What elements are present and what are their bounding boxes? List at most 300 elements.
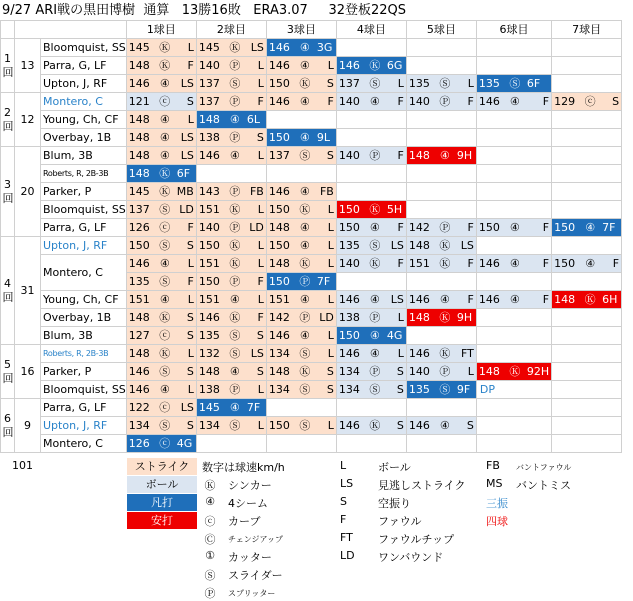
pitch-cell: [266, 57, 336, 75]
pitch-cell: [196, 273, 266, 291]
pitch-speed: 148: [198, 365, 220, 378]
batter-name: Montero, C: [41, 93, 127, 111]
pitch: [267, 346, 336, 361]
pitch-result: L: [327, 419, 334, 432]
pitch-type-icon: Ⓚ: [159, 167, 171, 180]
pitch-name: 4シーム: [228, 497, 268, 510]
pitch-cell: [406, 381, 476, 399]
pitch: [337, 328, 406, 343]
pitch-speed: 146: [338, 59, 360, 72]
pitch-type-icon: Ⓢ: [439, 77, 451, 90]
pitch-result: L: [257, 77, 264, 90]
pitch-speed: 148: [268, 257, 290, 270]
pitch-cell: [336, 147, 406, 165]
pitch: [127, 202, 196, 217]
batter-name: Roberts, R, 2B-3B: [41, 345, 127, 363]
pitch-speed: 142: [268, 311, 290, 324]
pitch-speed: 146: [338, 293, 360, 306]
pitch-result: L: [327, 59, 334, 72]
pitch-result: L: [397, 347, 404, 360]
empty-cell: [406, 57, 476, 75]
pitch: [267, 274, 336, 289]
pitch-type-icon: ④: [159, 131, 170, 144]
table-row: [1, 129, 622, 147]
pitch-cell: [196, 363, 266, 381]
pitch-result: F: [542, 257, 550, 270]
empty-cell: [476, 129, 551, 147]
legend-speed-note: 数字は球速km/h: [202, 461, 285, 474]
empty-cell: [476, 327, 551, 345]
pitch: [197, 94, 266, 109]
pitch-speed: 140: [338, 257, 360, 270]
pitch-cell: [406, 147, 476, 165]
pitch: [407, 148, 476, 163]
pitch-result: MB: [176, 185, 194, 198]
empty-cell: [406, 111, 476, 129]
result-name: 見逃しストライク: [378, 479, 466, 492]
pitch-speed: 145: [128, 41, 150, 54]
empty-cell: [266, 165, 336, 183]
pitch-type-icon: ④: [299, 59, 310, 72]
pitch-cell: [266, 291, 336, 309]
pitch-speed: 150: [338, 329, 360, 342]
pitch-speed: 146: [408, 347, 430, 360]
pitch: [127, 238, 196, 253]
pitch-result: LS: [180, 401, 194, 414]
pitch-result: 9H: [456, 311, 473, 324]
empty-cell: [552, 399, 622, 417]
empty-cell: [476, 39, 551, 57]
pitch-speed: 148: [408, 239, 430, 252]
empty-cell: [552, 39, 622, 57]
pitch-type-icon: Ⓟ: [369, 149, 381, 162]
pitch-result: LD: [319, 311, 334, 324]
inning-pitch-count: 13: [15, 39, 41, 93]
pitch-speed: 151: [268, 293, 290, 306]
pitch-type-icon: ④: [159, 383, 170, 396]
pitch: [477, 364, 551, 379]
pitch-type-icon: ④: [585, 221, 596, 234]
pitch: [197, 202, 266, 217]
pitch: [197, 346, 266, 361]
pitch-speed: 148: [198, 113, 220, 126]
pitch-speed: 135: [408, 77, 430, 90]
pitch-speed: 137: [198, 77, 220, 90]
pitch-result: F: [467, 95, 474, 108]
result-name: 空振り: [378, 497, 411, 510]
header-pitch-2: 2球目: [196, 21, 266, 39]
pitch-result: S: [326, 77, 334, 90]
pitch-speed: 151: [198, 203, 220, 216]
pitch-speed: 148: [478, 365, 500, 378]
pitch: [267, 328, 336, 343]
pitch-result: L: [257, 257, 264, 270]
pitch-result: L: [327, 239, 334, 252]
pitch-cell: [196, 255, 266, 273]
pitch: [407, 220, 476, 235]
pitch-cell: [126, 111, 196, 129]
empty-cell: [476, 57, 551, 75]
pitch-type-icon: ④: [509, 221, 520, 234]
empty-cell: [476, 435, 551, 453]
batter-name: Roberts, R, 2B-3B: [41, 165, 127, 183]
pitch-type-icon: Ⓚ: [439, 347, 451, 360]
header-pitch-3: 3球目: [266, 21, 336, 39]
pitch-type-icon: Ⓢ: [299, 419, 311, 432]
pitch-type-icon: Ⓢ: [369, 239, 381, 252]
pitch-speed: 146: [478, 257, 500, 270]
pitch: [337, 382, 406, 397]
pitch-cell: [406, 219, 476, 237]
pitch-result: S: [612, 95, 620, 108]
pitch-result: 7F: [602, 221, 616, 234]
pitch-cell: [336, 309, 406, 327]
pitch-type-icon: Ⓚ: [369, 419, 381, 432]
pitch-type-icon: Ⓚ: [229, 41, 241, 54]
empty-cell: [552, 129, 622, 147]
pitch-type-icon: Ⓢ: [229, 77, 241, 90]
batter-name: Montero, C: [41, 255, 127, 291]
pitch-result: L: [467, 365, 474, 378]
empty-cell: [266, 111, 336, 129]
pitch-cell: [266, 309, 336, 327]
pitch-speed: 150: [128, 239, 150, 252]
pitch-result: LS: [180, 131, 194, 144]
pitch-speed: 150: [268, 239, 290, 252]
pitch: [407, 94, 476, 109]
play-note-text: DP: [479, 383, 495, 396]
table-row: [1, 309, 622, 327]
pitch-speed: 137: [268, 149, 290, 162]
result-code: L: [340, 459, 347, 472]
pitch-type-icon: ④: [159, 77, 170, 90]
table-row: [1, 75, 622, 93]
pitch-result: L: [327, 221, 334, 234]
pitch-type-icon: Ⓟ: [229, 185, 241, 198]
pitch: [197, 76, 266, 91]
pitch: [267, 40, 336, 55]
pitch-speed: 135: [338, 239, 360, 252]
pitch: [127, 184, 196, 199]
pitch-cell: [406, 363, 476, 381]
pitch-speed: 151: [198, 293, 220, 306]
pitch-result: 6H: [602, 293, 618, 306]
pitch: [337, 202, 406, 217]
pitch-result: LS: [390, 293, 404, 306]
pitch-type-icon: ④: [299, 329, 310, 342]
empty-cell: [552, 237, 622, 255]
pitch-cell: [266, 255, 336, 273]
pitch: [407, 76, 476, 91]
empty-cell: [266, 435, 336, 453]
pitch: [407, 238, 476, 253]
pitch-speed: 145: [198, 401, 220, 414]
pitch-type-icon: Ⓚ: [159, 347, 171, 360]
pitch-type-icon: Ⓟ: [439, 221, 451, 234]
pitch: [127, 40, 196, 55]
inning-text: 3回: [2, 177, 14, 205]
pitch: [197, 40, 266, 55]
pitch-type-icon: ④: [369, 221, 380, 234]
pitch-result: S: [186, 419, 194, 432]
pitch-speed: 148: [128, 113, 150, 126]
pitch-speed: 148: [408, 311, 430, 324]
pitch-type-icon: ⓒ: [584, 95, 596, 108]
pitch: [267, 418, 336, 433]
pitch-type-icon: ④: [299, 131, 310, 144]
extra-name: 四球: [486, 515, 508, 528]
header-pitch-4: 4球目: [336, 21, 406, 39]
pitch: [552, 292, 621, 307]
empty-cell: [476, 111, 551, 129]
table-row: [1, 219, 622, 237]
pitch-speed: 146: [128, 77, 150, 90]
pitch: [127, 112, 196, 127]
pitch: [407, 418, 476, 433]
pitch: [267, 382, 336, 397]
legend-strike: ストライク: [127, 458, 197, 475]
empty-cell: [476, 273, 551, 291]
pitch-result: L: [257, 419, 264, 432]
table-row: [1, 255, 622, 273]
pitch: [197, 310, 266, 325]
pitch-result: S: [396, 383, 404, 396]
pitch-speed: 146: [478, 95, 500, 108]
total-pitch-count: 101: [12, 459, 33, 472]
pitch-speed: 146: [128, 257, 150, 270]
pitch-type-icon: ④: [369, 329, 380, 342]
pitch-cell: [552, 93, 622, 111]
pitch-type-icon: ④: [159, 257, 170, 270]
legend: [0, 458, 633, 599]
legend-hit: 安打: [127, 512, 197, 529]
batter-name: Overbay, 1B: [41, 309, 127, 327]
pitch: [267, 58, 336, 73]
pitch-speed: 137: [198, 95, 220, 108]
pitch: [267, 94, 336, 109]
result-name: ファウル: [378, 515, 422, 528]
pitch: [407, 256, 476, 271]
legend-out: 凡打: [127, 494, 197, 511]
pitch-type-icon: ④: [585, 257, 596, 270]
pitch-speed: 146: [408, 293, 430, 306]
pitch-type-icon: Ⓟ: [439, 95, 451, 108]
pitch-cell: [336, 219, 406, 237]
batter-name: Bloomquist, SS: [41, 39, 127, 57]
pitch-result: 4G: [386, 329, 403, 342]
pitch-cell: [406, 255, 476, 273]
pitch-name: スライダー: [228, 569, 283, 582]
pitch-type-icon: Ⓚ: [439, 239, 451, 252]
pitch: [127, 166, 196, 181]
header-pitch-7: 7球目: [552, 21, 622, 39]
pitch: [337, 148, 406, 163]
result-name: ワンバウンド: [378, 551, 444, 564]
pitch-result: LD: [249, 221, 264, 234]
pitch-result: 7F: [246, 401, 261, 414]
pitch-result: FT: [460, 347, 474, 360]
pitch-result: S: [396, 365, 404, 378]
pitch: [197, 220, 266, 235]
pitch-speed: 140: [408, 365, 430, 378]
empty-cell: [552, 273, 622, 291]
pitch-speed: 146: [338, 419, 360, 432]
pitch-type-icon: Ⓚ: [299, 203, 311, 216]
result-name: ファウルチップ: [378, 533, 455, 546]
pitch-result: S: [396, 419, 404, 432]
pitch-cell: [196, 201, 266, 219]
pitch-grid: [0, 20, 622, 453]
pitch: [127, 436, 196, 451]
result-code: LD: [340, 549, 355, 562]
empty-cell: [336, 111, 406, 129]
batter-name: Parker, P: [41, 363, 127, 381]
empty-cell: [476, 201, 551, 219]
pitch-speed: 135: [198, 329, 220, 342]
pitch-cell: [336, 327, 406, 345]
empty-cell: [552, 435, 622, 453]
pitch-type-icon: Ⓢ: [299, 149, 311, 162]
pitch: [197, 256, 266, 271]
pitch-result: F: [397, 149, 404, 162]
pitch: [127, 220, 196, 235]
pitch-speed: 150: [338, 221, 360, 234]
empty-cell: [266, 399, 336, 417]
header-pitch-5: 5球目: [406, 21, 476, 39]
pitch-cell: [266, 363, 336, 381]
pitch-speed: 146: [338, 347, 360, 360]
pitch-cell: [406, 309, 476, 327]
pitch-cell: [126, 93, 196, 111]
empty-cell: [406, 435, 476, 453]
pitch-type-icon: Ⓚ: [299, 365, 311, 378]
pitch-cell: [476, 255, 551, 273]
pitch-speed: 148: [128, 347, 150, 360]
pitch-speed: 134: [268, 347, 290, 360]
table-row: [1, 147, 622, 165]
pitch: [197, 328, 266, 343]
inning-text: 4回: [2, 276, 14, 304]
pitch-speed: 150: [198, 239, 220, 252]
pitch-cell: [266, 327, 336, 345]
pitch-speed: 140: [338, 149, 360, 162]
pitch-type-icon: Ⓚ: [229, 203, 241, 216]
empty-cell: [476, 147, 551, 165]
pitch-cell: [126, 165, 196, 183]
batter-name: Bloomquist, SS: [41, 381, 127, 399]
pitch-result: L: [257, 59, 264, 72]
batter-name: Young, Ch, CF: [41, 291, 127, 309]
pitch: [267, 184, 336, 199]
inning-pitch-count: 12: [15, 93, 41, 147]
pitch-cell: [476, 75, 551, 93]
inning-text: 1回: [2, 51, 14, 79]
pitch-speed: 146: [198, 311, 220, 324]
batter-name: Young, Ch, CF: [41, 111, 127, 129]
pitch: [197, 400, 266, 415]
pitch: [477, 292, 551, 307]
pitch-cell: [266, 75, 336, 93]
inning-pitch-count: 9: [15, 399, 41, 453]
inning-text: 2回: [2, 105, 14, 133]
pitch-cell: [266, 345, 336, 363]
pitch-speed: 134: [338, 365, 360, 378]
pitch: [267, 76, 336, 91]
pitch: [267, 148, 336, 163]
pitch-type-icon: Ⓚ: [159, 185, 171, 198]
pitch: [127, 382, 196, 397]
empty-cell: [552, 147, 622, 165]
pitch: [337, 346, 406, 361]
pitch-speed: 146: [408, 419, 430, 432]
pitch-result: L: [327, 329, 334, 342]
pitch-result: FB: [249, 185, 264, 198]
pitch-cell: [266, 93, 336, 111]
pitch-speed: 148: [128, 131, 150, 144]
pitch-result: F: [187, 59, 194, 72]
pitch-result: S: [326, 383, 334, 396]
pitch-cell: [266, 237, 336, 255]
result-name: ボール: [378, 461, 411, 474]
pitch-result: F: [397, 257, 404, 270]
pitch-result: F: [257, 311, 264, 324]
empty-cell: [552, 111, 622, 129]
pitch-cell: [552, 291, 622, 309]
pitch-type-icon: Ⓚ: [509, 365, 521, 378]
pitch-type-icon: ④: [369, 95, 380, 108]
pitch-cell: [126, 381, 196, 399]
pitch-type-icon: ④: [299, 221, 310, 234]
pitch-cell: [196, 399, 266, 417]
pitch-speed: 148: [128, 59, 150, 72]
pitch-cell: [196, 345, 266, 363]
pitch-symbol-icon: ④: [205, 495, 215, 508]
pitch-speed: 150: [268, 131, 290, 144]
pitch: [197, 130, 266, 145]
inning-label: [1, 39, 15, 93]
pitch-result: 5H: [386, 203, 403, 216]
pitch-result: LS: [250, 347, 264, 360]
pitch: [127, 94, 196, 109]
pitch-type-icon: Ⓢ: [369, 383, 381, 396]
pitch: [267, 130, 336, 145]
pitch: [267, 238, 336, 253]
pitch: [127, 328, 196, 343]
pitch-name: シンカー: [228, 479, 272, 492]
batter-name: Upton, J, RF: [41, 75, 127, 93]
empty-cell: [476, 237, 551, 255]
batter-name: Blum, 3B: [41, 327, 127, 345]
pitch-speed: 143: [198, 185, 220, 198]
inning-label: [1, 93, 15, 147]
pitch: [197, 58, 266, 73]
pitch-type-icon: Ⓢ: [159, 203, 171, 216]
pitch-type-icon: Ⓚ: [159, 59, 171, 72]
pitch-type-icon: Ⓚ: [439, 311, 451, 324]
pitch-cell: [196, 237, 266, 255]
pitch-cell: [406, 75, 476, 93]
pitch-cell: [196, 75, 266, 93]
table-row: [1, 417, 622, 435]
empty-cell: [552, 417, 622, 435]
pitch: [127, 292, 196, 307]
empty-cell: [196, 165, 266, 183]
pitch-cell: [126, 345, 196, 363]
pitch-symbol-icon: Ⓚ: [204, 479, 216, 492]
pitch-cell: [196, 93, 266, 111]
pitch-type-icon: Ⓟ: [299, 275, 311, 288]
empty-cell: [336, 39, 406, 57]
